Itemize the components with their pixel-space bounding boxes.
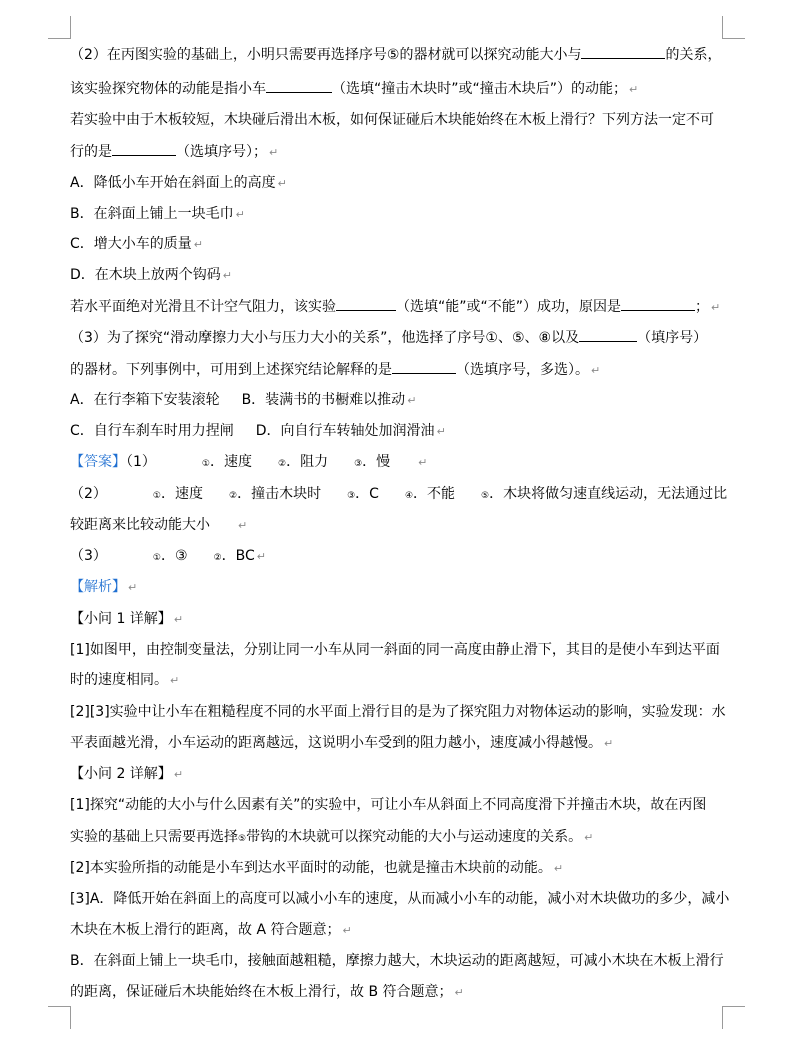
page-corner-top-right — [722, 16, 745, 39]
answer-blank — [336, 296, 396, 311]
page-corner-bottom-left — [48, 1006, 71, 1029]
analysis-1-line-1: [1]如图甲，由控制变量法，分别让同一小车从同一斜面的同一高度由静止滑下，其目的是使小车到达平面 — [70, 642, 720, 658]
answer-part-2-continued: 较距离来比较动能大小 ↵ — [70, 517, 248, 533]
question-2-line-4: 行的是 （选填序号）； ↵ — [70, 141, 278, 163]
analysis-3-line-1: [1]探究“动能的大小与什么因素有关”的实验中，可让小车从斜面上不同高度滑下并撞击木块，故在丙图 — [70, 797, 707, 813]
question-2-line-9: 若水平面绝对光滑且不计空气阻力，该实验 （选填“能”或“不能”）成功，原因是 ； ↵ — [70, 296, 720, 318]
answer-part-2: （2） ①．速度 ②．撞击木块时 ③．C ④．不能 ⑤．木块将做匀速直线运动，无法通过比 — [70, 486, 728, 502]
option-b: B．在斜面上铺上一块毛巾 ↵ — [70, 206, 245, 222]
subquestion-2-heading: 【小问 2 详解】 ↵ — [70, 766, 184, 782]
question-3-line-2: 的器材。下列事例中，可用到上述探究结论解释的是 （选填序号，多选）。 ↵ — [70, 359, 600, 381]
question-2-line-3: 若实验中由于木板较短，木块碰后滑出木板，如何保证碰后木块能始终在木板上滑行？下列方法一定不可 — [70, 112, 714, 128]
question-3-options-ab: A．在行李箱下安装滚轮 B．装满书的书橱难以推动 ↵ — [70, 392, 417, 408]
analysis-heading: 【解析】 ↵ — [70, 579, 138, 595]
answer-blank — [112, 141, 176, 156]
analysis-tag: 【解析】 — [70, 579, 126, 595]
question-3-options-cd: C．自行车刹车时用力捏闸 D．向自行车转轴处加润滑油 ↵ — [70, 423, 446, 439]
question-2-line-2: 该实验探究物体的动能是指小车 （选填“撞击木块时”或“撞击木块后”）的动能； ↵ — [70, 78, 638, 100]
analysis-6-line-2: 的距离，保证碰后木块能始终在木板上滑行，故 B 符合题意； ↵ — [70, 984, 464, 1000]
analysis-5-line-1: [3]A．降低开始在斜面上的高度可以减小小车的速度，从而减小小车的动能，减小对木块做功的多少，减小 — [70, 891, 730, 907]
analysis-2-line-1: [2][3]实验中让小车在粗糙程度不同的水平面上滑行目的是为了探究阻力对物体运动的影响，实验发现：水 — [70, 704, 726, 720]
answer-tag: 【答案】 — [70, 454, 126, 470]
answer-part-3: （3） ①．③ ②．BC ↵ — [70, 548, 266, 564]
question-3-line-1: （3）为了探究“滑动摩擦力大小与压力大小的关系”，他选择了序号①、⑤、⑧以及 （填序号） — [70, 327, 707, 348]
option-a: A．降低小车开始在斜面上的高度 ↵ — [70, 175, 287, 191]
option-d: D．在木块上放两个钩码 ↵ — [70, 267, 232, 283]
answer-blank — [621, 296, 695, 311]
answer-blank — [579, 327, 637, 342]
answer-blank — [392, 359, 456, 374]
analysis-5-line-2: 木块在木板上滑行的距离，故 A 符合题意； ↵ — [70, 922, 352, 938]
page-corner-top-left — [48, 16, 71, 39]
analysis-2-line-2: 平表面越光滑，小车运动的距离越远，这说明小车受到的阻力越小，速度减小得越慢。 ↵ — [70, 735, 614, 751]
analysis-4-line-1: [2]本实验所指的动能是小车到达水平面时的动能，也就是撞击木块前的动能。 ↵ — [70, 860, 564, 876]
page-corner-bottom-right — [722, 1006, 745, 1029]
answer-part-1: 【答案】（1） ①．速度 ②．阻力 ③．慢 ↵ — [70, 454, 428, 470]
answer-blank — [581, 44, 665, 59]
analysis-6-line-1: B．在斜面上铺上一块毛巾，接触面越粗糙，摩擦力越大，木块运动的距离越短，可减小木块在木板上滑行 — [70, 953, 724, 969]
question-2-line-1: （2）在丙图实验的基础上，小明只需要再选择序号⑤的器材就可以探究动能大小与 的关系， — [70, 44, 721, 65]
analysis-1-line-2: 时的速度相同。 ↵ — [70, 672, 180, 688]
answer-blank — [266, 78, 332, 93]
analysis-3-line-2: 实验的基础上只需要再选择⑤带钩的木块就可以探究动能的大小与运动速度的关系。 ↵ — [70, 829, 594, 845]
option-c: C．增大小车的质量 ↵ — [70, 236, 203, 252]
subquestion-1-heading: 【小问 1 详解】 ↵ — [70, 611, 184, 627]
